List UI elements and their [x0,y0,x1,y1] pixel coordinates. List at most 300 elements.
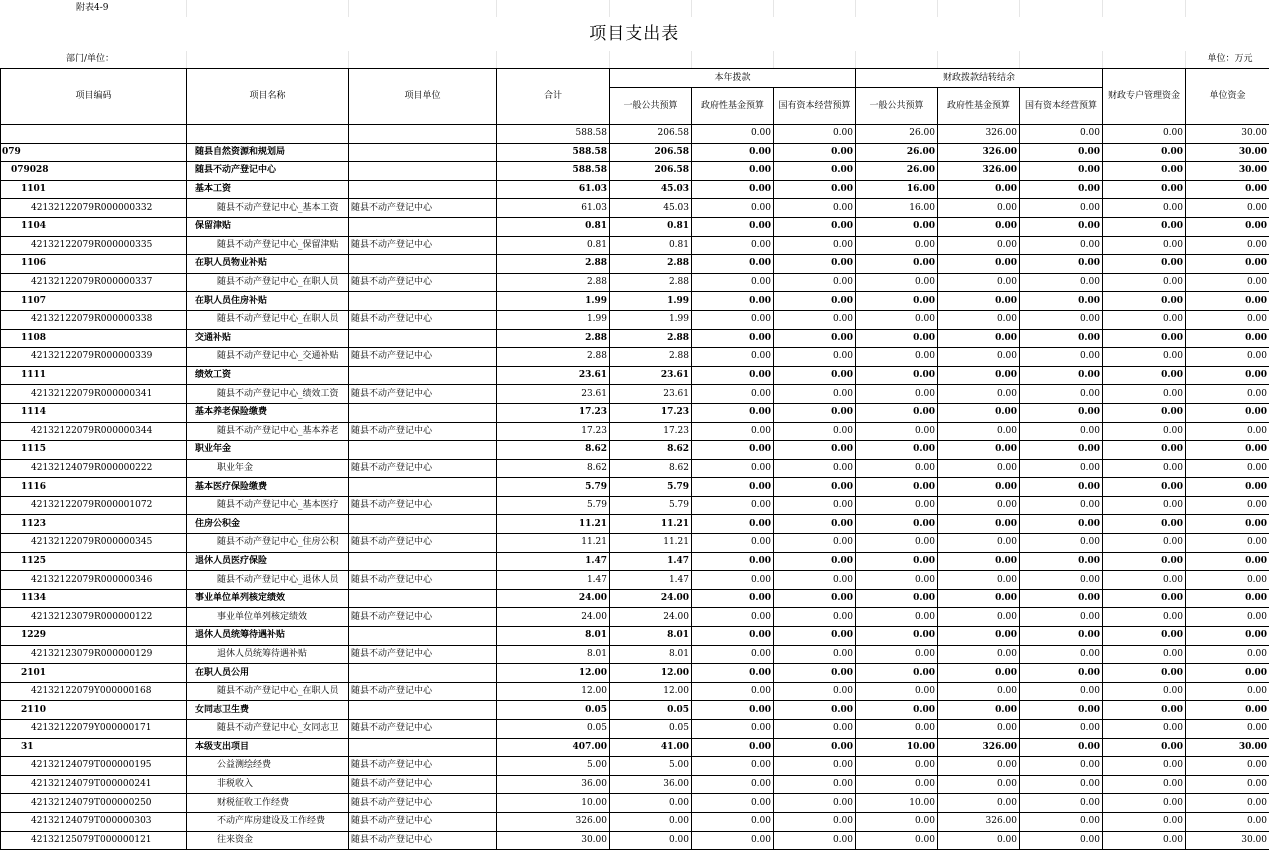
cell-value: 0.00 [1103,775,1186,794]
cell-value: 1.99 [610,310,692,329]
cell-value: 0.00 [1103,738,1186,757]
cell-unit: 随县不动产登记中心 [349,831,497,850]
cell-value: 23.61 [610,366,692,385]
cell-value: 326.00 [938,738,1020,757]
cell-value: 17.23 [610,403,692,422]
cell-value: 0.00 [938,627,1020,646]
cell-value: 0.00 [1103,292,1186,311]
table-row [1,534,1269,553]
cell-value: 0.00 [774,422,856,441]
cell-value: 12.00 [610,664,692,683]
cell-value: 0.00 [938,775,1020,794]
cell-value: 0.00 [692,794,774,813]
cell-value: 0.00 [774,496,856,515]
cell-value: 0.00 [692,552,774,571]
cell-code: 42132122079Y000000168 [1,682,187,701]
cell-value: 0.00 [774,180,856,199]
table-row [1,180,1269,199]
cell-value: 0.00 [856,348,938,367]
table-row [1,441,1269,460]
cell-value: 0.00 [938,217,1020,236]
cell-value: 0.00 [1103,143,1186,162]
cell-code: 42132122079R000000332 [1,199,187,218]
table-row [1,310,1269,329]
cell-value: 0.81 [610,217,692,236]
cell-value: 0.00 [1186,292,1269,311]
cell-value: 0.00 [938,199,1020,218]
cell-value: 0.00 [856,720,938,739]
cell-value: 0.81 [497,217,610,236]
cell-code: 1104 [1,217,187,236]
cell-unit [349,478,497,497]
header-code: 项目编码 [1,69,187,125]
cell-unit [349,403,497,422]
cell-value: 0.00 [1103,310,1186,329]
cell-value: 0.00 [1186,441,1269,460]
cell-value: 41.00 [610,738,692,757]
cell-value: 0.00 [1103,812,1186,831]
table-row [1,552,1269,571]
cell-unit: 随县不动产登记中心 [349,236,497,255]
cell-unit: 随县不动产登记中心 [349,385,497,404]
cell-value: 30.00 [497,831,610,850]
cell-value: 0.00 [1020,608,1103,627]
cell-value: 0.00 [938,180,1020,199]
cell-value: 0.00 [1020,459,1103,478]
cell-value: 0.00 [1103,645,1186,664]
cell-value: 0.00 [692,310,774,329]
cell-value: 0.00 [774,329,856,348]
cell-value: 0.00 [1103,459,1186,478]
cell-unit: 随县不动产登记中心 [349,812,497,831]
cell-name: 随县不动产登记中心_交通补贴 [187,348,349,367]
table-row [1,292,1269,311]
cell-value: 0.00 [1020,348,1103,367]
cell-value: 326.00 [938,162,1020,181]
table-row [1,664,1269,683]
table-row [1,701,1269,720]
cell-value: 5.00 [610,757,692,776]
table-row [1,515,1269,534]
cell-value: 0.00 [1186,385,1269,404]
cell-name: 随县不动产登记中心_基本养老 [187,422,349,441]
cell-code: 1115 [1,441,187,460]
cell-value: 0.00 [1020,125,1103,144]
cell-name: 随县自然资源和规划局 [187,143,349,162]
cell-unit: 随县不动产登记中心 [349,422,497,441]
cell-value: 0.00 [856,682,938,701]
cell-value: 0.00 [1186,552,1269,571]
cell-value: 0.00 [692,403,774,422]
cell-value: 0.00 [774,682,856,701]
cell-value: 0.00 [1020,422,1103,441]
cell-name: 事业单位单列核定绩效 [187,608,349,627]
cell-value: 0.00 [692,459,774,478]
cell-unit [349,664,497,683]
cell-code: 079 [1,143,187,162]
cell-code: 1114 [1,403,187,422]
table-row [1,738,1269,757]
cell-value: 30.00 [1186,738,1269,757]
cell-value: 0.00 [1186,757,1269,776]
table-row [1,199,1269,218]
cell-value: 0.00 [774,236,856,255]
cell-value: 0.00 [1186,403,1269,422]
cell-name: 基本养老保险缴费 [187,403,349,422]
cell-value: 5.79 [497,496,610,515]
cell-value: 0.00 [1020,236,1103,255]
cell-value: 0.00 [856,775,938,794]
cell-value: 326.00 [938,143,1020,162]
cell-value: 0.00 [1103,627,1186,646]
cell-value: 0.00 [856,329,938,348]
cell-value: 16.00 [856,180,938,199]
cell-value: 0.00 [1103,478,1186,497]
cell-value: 23.61 [497,385,610,404]
cell-value: 0.00 [856,403,938,422]
cell-unit [349,125,497,144]
cell-value: 10.00 [856,794,938,813]
cell-unit: 随县不动产登记中心 [349,608,497,627]
cell-name: 随县不动产登记中心_保留津贴 [187,236,349,255]
table-row [1,812,1269,831]
cell-name: 退休人员统筹待遇补贴 [187,627,349,646]
cell-unit [349,180,497,199]
cell-value: 11.21 [610,515,692,534]
cell-value: 2.88 [610,255,692,274]
cell-value: 0.81 [610,236,692,255]
cell-value: 0.00 [1020,217,1103,236]
cell-value: 0.00 [938,478,1020,497]
table-row [1,645,1269,664]
cell-value: 0.00 [1186,199,1269,218]
table-row [1,720,1269,739]
cell-value: 0.00 [856,478,938,497]
cell-unit [349,162,497,181]
cell-code: 42132124079T000000303 [1,812,187,831]
cell-code: 2110 [1,701,187,720]
unit-label: 单位：万元 [1185,51,1269,68]
cell-value: 0.00 [692,645,774,664]
header-group-current: 本年拨款 [610,69,856,88]
cell-value: 0.00 [692,682,774,701]
cell-name: 随县不动产登记中心_住房公积 [187,534,349,553]
cell-value: 0.00 [692,385,774,404]
cell-value: 0.00 [774,441,856,460]
cell-value: 1.47 [497,552,610,571]
cell-value: 0.00 [938,273,1020,292]
cell-value: 0.00 [1020,403,1103,422]
cell-value: 0.00 [692,441,774,460]
cell-code: 42132122079R000000344 [1,422,187,441]
sheet-header [0,0,1269,68]
cell-value: 0.00 [1020,589,1103,608]
cell-unit [349,292,497,311]
cell-value: 0.00 [1186,701,1269,720]
table-row [1,571,1269,590]
cell-value: 0.00 [1103,701,1186,720]
cell-name: 随县不动产登记中心_在职人员 [187,273,349,292]
cell-value: 0.00 [1020,534,1103,553]
cell-value: 0.00 [610,812,692,831]
cell-unit: 随县不动产登记中心 [349,775,497,794]
cell-value: 0.00 [774,199,856,218]
cell-value: 0.05 [497,720,610,739]
cell-value: 0.00 [774,534,856,553]
cell-value: 0.00 [1020,310,1103,329]
cell-value: 0.00 [1103,794,1186,813]
cell-unit [349,217,497,236]
cell-value: 0.00 [1186,627,1269,646]
cell-value: 0.00 [692,664,774,683]
table-row [1,422,1269,441]
cell-name: 随县不动产登记中心_在职人员 [187,310,349,329]
cell-value: 30.00 [1186,143,1269,162]
cell-value: 0.00 [856,441,938,460]
cell-value: 0.00 [692,180,774,199]
cell-unit [349,589,497,608]
cell-value: 1.47 [610,571,692,590]
table-row [1,217,1269,236]
cell-value: 0.00 [1186,366,1269,385]
cell-value: 0.00 [774,757,856,776]
cell-value: 0.00 [1103,180,1186,199]
cell-value: 0.00 [938,664,1020,683]
cell-value: 0.00 [856,701,938,720]
cell-value: 0.00 [692,348,774,367]
cell-value: 0.00 [938,552,1020,571]
cell-value: 0.00 [692,534,774,553]
cell-value: 0.00 [938,403,1020,422]
table-row [1,775,1269,794]
cell-value: 0.00 [938,292,1020,311]
cell-value: 0.00 [1103,162,1186,181]
cell-code: 1116 [1,478,187,497]
cell-value: 0.00 [856,757,938,776]
cell-value: 0.00 [774,794,856,813]
cell-value: 0.00 [774,812,856,831]
header-name: 项目名称 [187,69,349,125]
cell-value: 2.88 [497,273,610,292]
cell-value: 0.00 [692,236,774,255]
cell-code: 42132123079R000000129 [1,645,187,664]
table-row [1,125,1269,144]
cell-name: 女同志卫生费 [187,701,349,720]
cell-value: 326.00 [938,125,1020,144]
cell-value: 0.00 [692,775,774,794]
table-body [1,125,1269,850]
cell-value: 0.00 [1103,273,1186,292]
cell-value: 0.00 [856,589,938,608]
cell-value: 0.00 [774,552,856,571]
cell-unit: 随县不动产登记中心 [349,199,497,218]
cell-name [187,125,349,144]
table-row [1,608,1269,627]
cell-value: 0.00 [1103,589,1186,608]
table-row [1,385,1269,404]
cell-value: 0.00 [692,831,774,850]
cell-value: 2.88 [497,329,610,348]
cell-value: 0.00 [774,310,856,329]
cell-value: 11.21 [497,515,610,534]
cell-value: 0.00 [774,459,856,478]
cell-value: 11.21 [610,534,692,553]
cell-value: 0.00 [774,162,856,181]
cell-value: 0.00 [1186,608,1269,627]
cell-value: 0.00 [856,552,938,571]
cell-value: 0.00 [774,608,856,627]
cell-value: 0.00 [1186,236,1269,255]
cell-value: 0.00 [1186,422,1269,441]
cell-value: 0.00 [692,366,774,385]
cell-name: 随县不动产登记中心_女同志卫 [187,720,349,739]
cell-unit [349,552,497,571]
cell-value: 0.00 [1103,496,1186,515]
table-row [1,627,1269,646]
cell-value: 0.00 [692,329,774,348]
cell-value: 0.00 [938,310,1020,329]
cell-code: 1229 [1,627,187,646]
cell-value: 0.00 [1186,180,1269,199]
cell-value: 0.00 [1020,292,1103,311]
cell-value: 8.62 [497,441,610,460]
cell-name: 交通补贴 [187,329,349,348]
cell-value: 5.79 [610,478,692,497]
cell-value: 26.00 [856,162,938,181]
cell-value: 588.58 [497,125,610,144]
cell-value: 0.00 [938,571,1020,590]
cell-value: 0.00 [938,459,1020,478]
cell-value: 0.00 [692,627,774,646]
cell-value: 8.01 [497,627,610,646]
table-row [1,273,1269,292]
cell-name: 退休人员医疗保险 [187,552,349,571]
cell-code: 42132122079R000000346 [1,571,187,590]
cell-value: 0.00 [938,255,1020,274]
cell-value: 0.00 [692,199,774,218]
cell-value: 206.58 [610,162,692,181]
cell-value: 0.00 [610,831,692,850]
cell-value: 0.00 [1103,571,1186,590]
cell-value: 0.00 [856,385,938,404]
cell-value: 0.00 [774,348,856,367]
cell-name: 基本工资 [187,180,349,199]
cell-value: 0.00 [774,515,856,534]
cell-value: 8.01 [497,645,610,664]
cell-value: 0.81 [497,236,610,255]
cell-value: 0.00 [1186,812,1269,831]
cell-code: 1108 [1,329,187,348]
cell-value: 17.23 [497,403,610,422]
cell-value: 8.62 [610,441,692,460]
cell-value: 0.00 [1186,664,1269,683]
cell-value: 24.00 [610,608,692,627]
cell-value: 0.00 [1186,496,1269,515]
cell-value: 0.00 [774,403,856,422]
cell-value: 0.00 [938,701,1020,720]
cell-value: 0.00 [692,422,774,441]
cell-value: 0.00 [1186,682,1269,701]
cell-value: 326.00 [938,812,1020,831]
cell-value: 0.00 [1020,664,1103,683]
appendix-label: 附表4-9 [0,0,186,17]
table-row [1,589,1269,608]
cell-code: 42132122079R000000338 [1,310,187,329]
cell-value: 0.00 [1186,217,1269,236]
cell-value: 0.00 [692,720,774,739]
cell-value: 0.00 [774,385,856,404]
cell-value: 0.00 [692,292,774,311]
cell-code: 42132124079T000000241 [1,775,187,794]
cell-value: 0.00 [1186,459,1269,478]
cell-value: 0.00 [1020,273,1103,292]
cell-value: 5.79 [610,496,692,515]
cell-value: 23.61 [497,366,610,385]
cell-code: 1107 [1,292,187,311]
cell-name: 往来资金 [187,831,349,850]
cell-unit: 随县不动产登记中心 [349,310,497,329]
cell-value: 0.00 [938,515,1020,534]
cell-value: 0.00 [774,478,856,497]
cell-value: 1.47 [497,571,610,590]
cell-unit [349,366,497,385]
cell-value: 10.00 [856,738,938,757]
cell-value: 0.00 [1020,515,1103,534]
cell-value: 0.00 [856,366,938,385]
cell-value: 0.00 [1020,831,1103,850]
cell-value: 0.00 [1020,478,1103,497]
cell-code: 42132123079R000000122 [1,608,187,627]
cell-value: 0.00 [1103,125,1186,144]
cell-name: 在职人员住房补贴 [187,292,349,311]
cell-value: 0.00 [1020,329,1103,348]
cell-name: 随县不动产登记中心_绩效工资 [187,385,349,404]
cell-code: 42132122079R000000337 [1,273,187,292]
cell-unit: 随县不动产登记中心 [349,682,497,701]
cell-code: 1123 [1,515,187,534]
cell-value: 0.00 [1020,496,1103,515]
header-general: 一般公共预算 [610,88,692,125]
cell-value: 2.88 [497,348,610,367]
cell-value: 0.00 [774,627,856,646]
cell-value: 0.00 [774,720,856,739]
cell-name: 在职人员物业补贴 [187,255,349,274]
cell-value: 0.00 [1186,310,1269,329]
page-title: 项目支出表 [0,17,1269,51]
cell-value: 2.88 [497,255,610,274]
cell-value: 0.00 [692,757,774,776]
cell-value: 0.00 [774,571,856,590]
cell-value: 0.00 [856,831,938,850]
cell-name: 随县不动产登记中心_基本医疗 [187,496,349,515]
header-fund: 政府性基金预算 [692,88,774,125]
cell-code: 42132122079R000000335 [1,236,187,255]
cell-value: 0.00 [1103,199,1186,218]
cell-value: 0.00 [1186,348,1269,367]
cell-value: 0.00 [692,608,774,627]
cell-value: 0.00 [938,366,1020,385]
cell-name: 不动产库房建设及工作经费 [187,812,349,831]
cell-value: 0.00 [774,645,856,664]
cell-value: 0.00 [938,608,1020,627]
cell-unit [349,255,497,274]
cell-value: 0.00 [1186,775,1269,794]
cell-value: 0.00 [692,515,774,534]
cell-value: 0.00 [1020,255,1103,274]
cell-value: 0.00 [774,255,856,274]
cell-value: 0.00 [1186,645,1269,664]
cell-value: 17.23 [610,422,692,441]
